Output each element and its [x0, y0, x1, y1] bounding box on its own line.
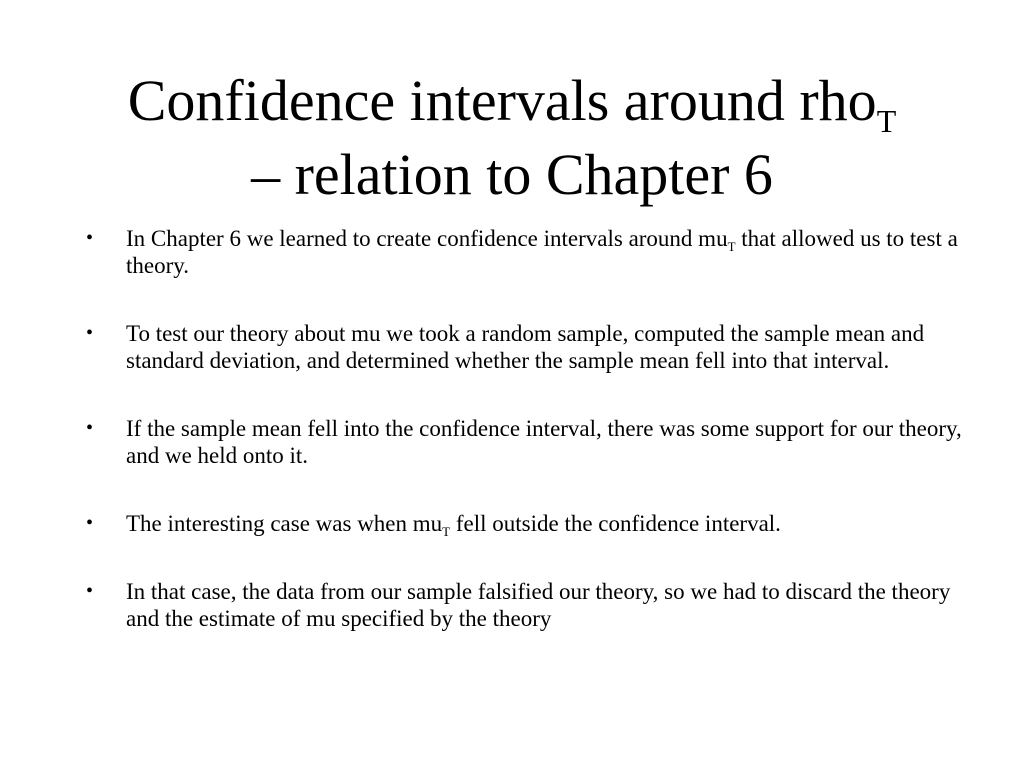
bullet-dot-icon: •: [86, 227, 94, 249]
bullet-text: [126, 511, 781, 539]
bullet-dot-icon: •: [86, 512, 94, 534]
bullet-item: [86, 225, 966, 279]
bullet-text-after: fell outside the confidence interval.: [450, 511, 781, 536]
bullet-dot-icon: •: [86, 322, 94, 344]
bullet-text-before: The interesting case was when mu: [126, 511, 443, 536]
bullet-text-before: In Chapter 6 we learned to create confidence intervals around mu: [126, 226, 728, 251]
bullet-subscript: T: [442, 524, 451, 539]
title-subscript: T: [876, 103, 897, 139]
title-line-1: [60, 64, 964, 138]
bullet-dot-icon: •: [86, 417, 94, 439]
bullet-item: [86, 415, 966, 469]
bullet-list: [86, 225, 966, 673]
bullet-text: If the sample mean fell into the confidence interval, there was some support for our theory, and we held onto it.: [126, 416, 962, 468]
bullet-item: [86, 320, 966, 374]
bullet-text: To test our theory about mu we took a random sample, computed the sample mean and standard deviation, and determined whether the sample mean fell into that interval.: [126, 321, 925, 373]
bullet-subscript: T: [727, 239, 736, 254]
slide-title: [60, 64, 964, 212]
title-line-1-text: Confidence intervals around rho: [127, 68, 877, 133]
bullet-item: [86, 578, 966, 632]
bullet-text: In that case, the data from our sample falsified our theory, so we had to discard the theory and the estimate of mu specified by the theory: [126, 579, 951, 631]
bullet-item: [86, 510, 966, 537]
bullet-text-after: that allowed us to test a theory.: [126, 226, 958, 278]
bullet-text: [126, 226, 958, 278]
bullet-dot-icon: •: [86, 580, 94, 602]
title-line-2: – relation to Chapter 6: [251, 142, 773, 207]
